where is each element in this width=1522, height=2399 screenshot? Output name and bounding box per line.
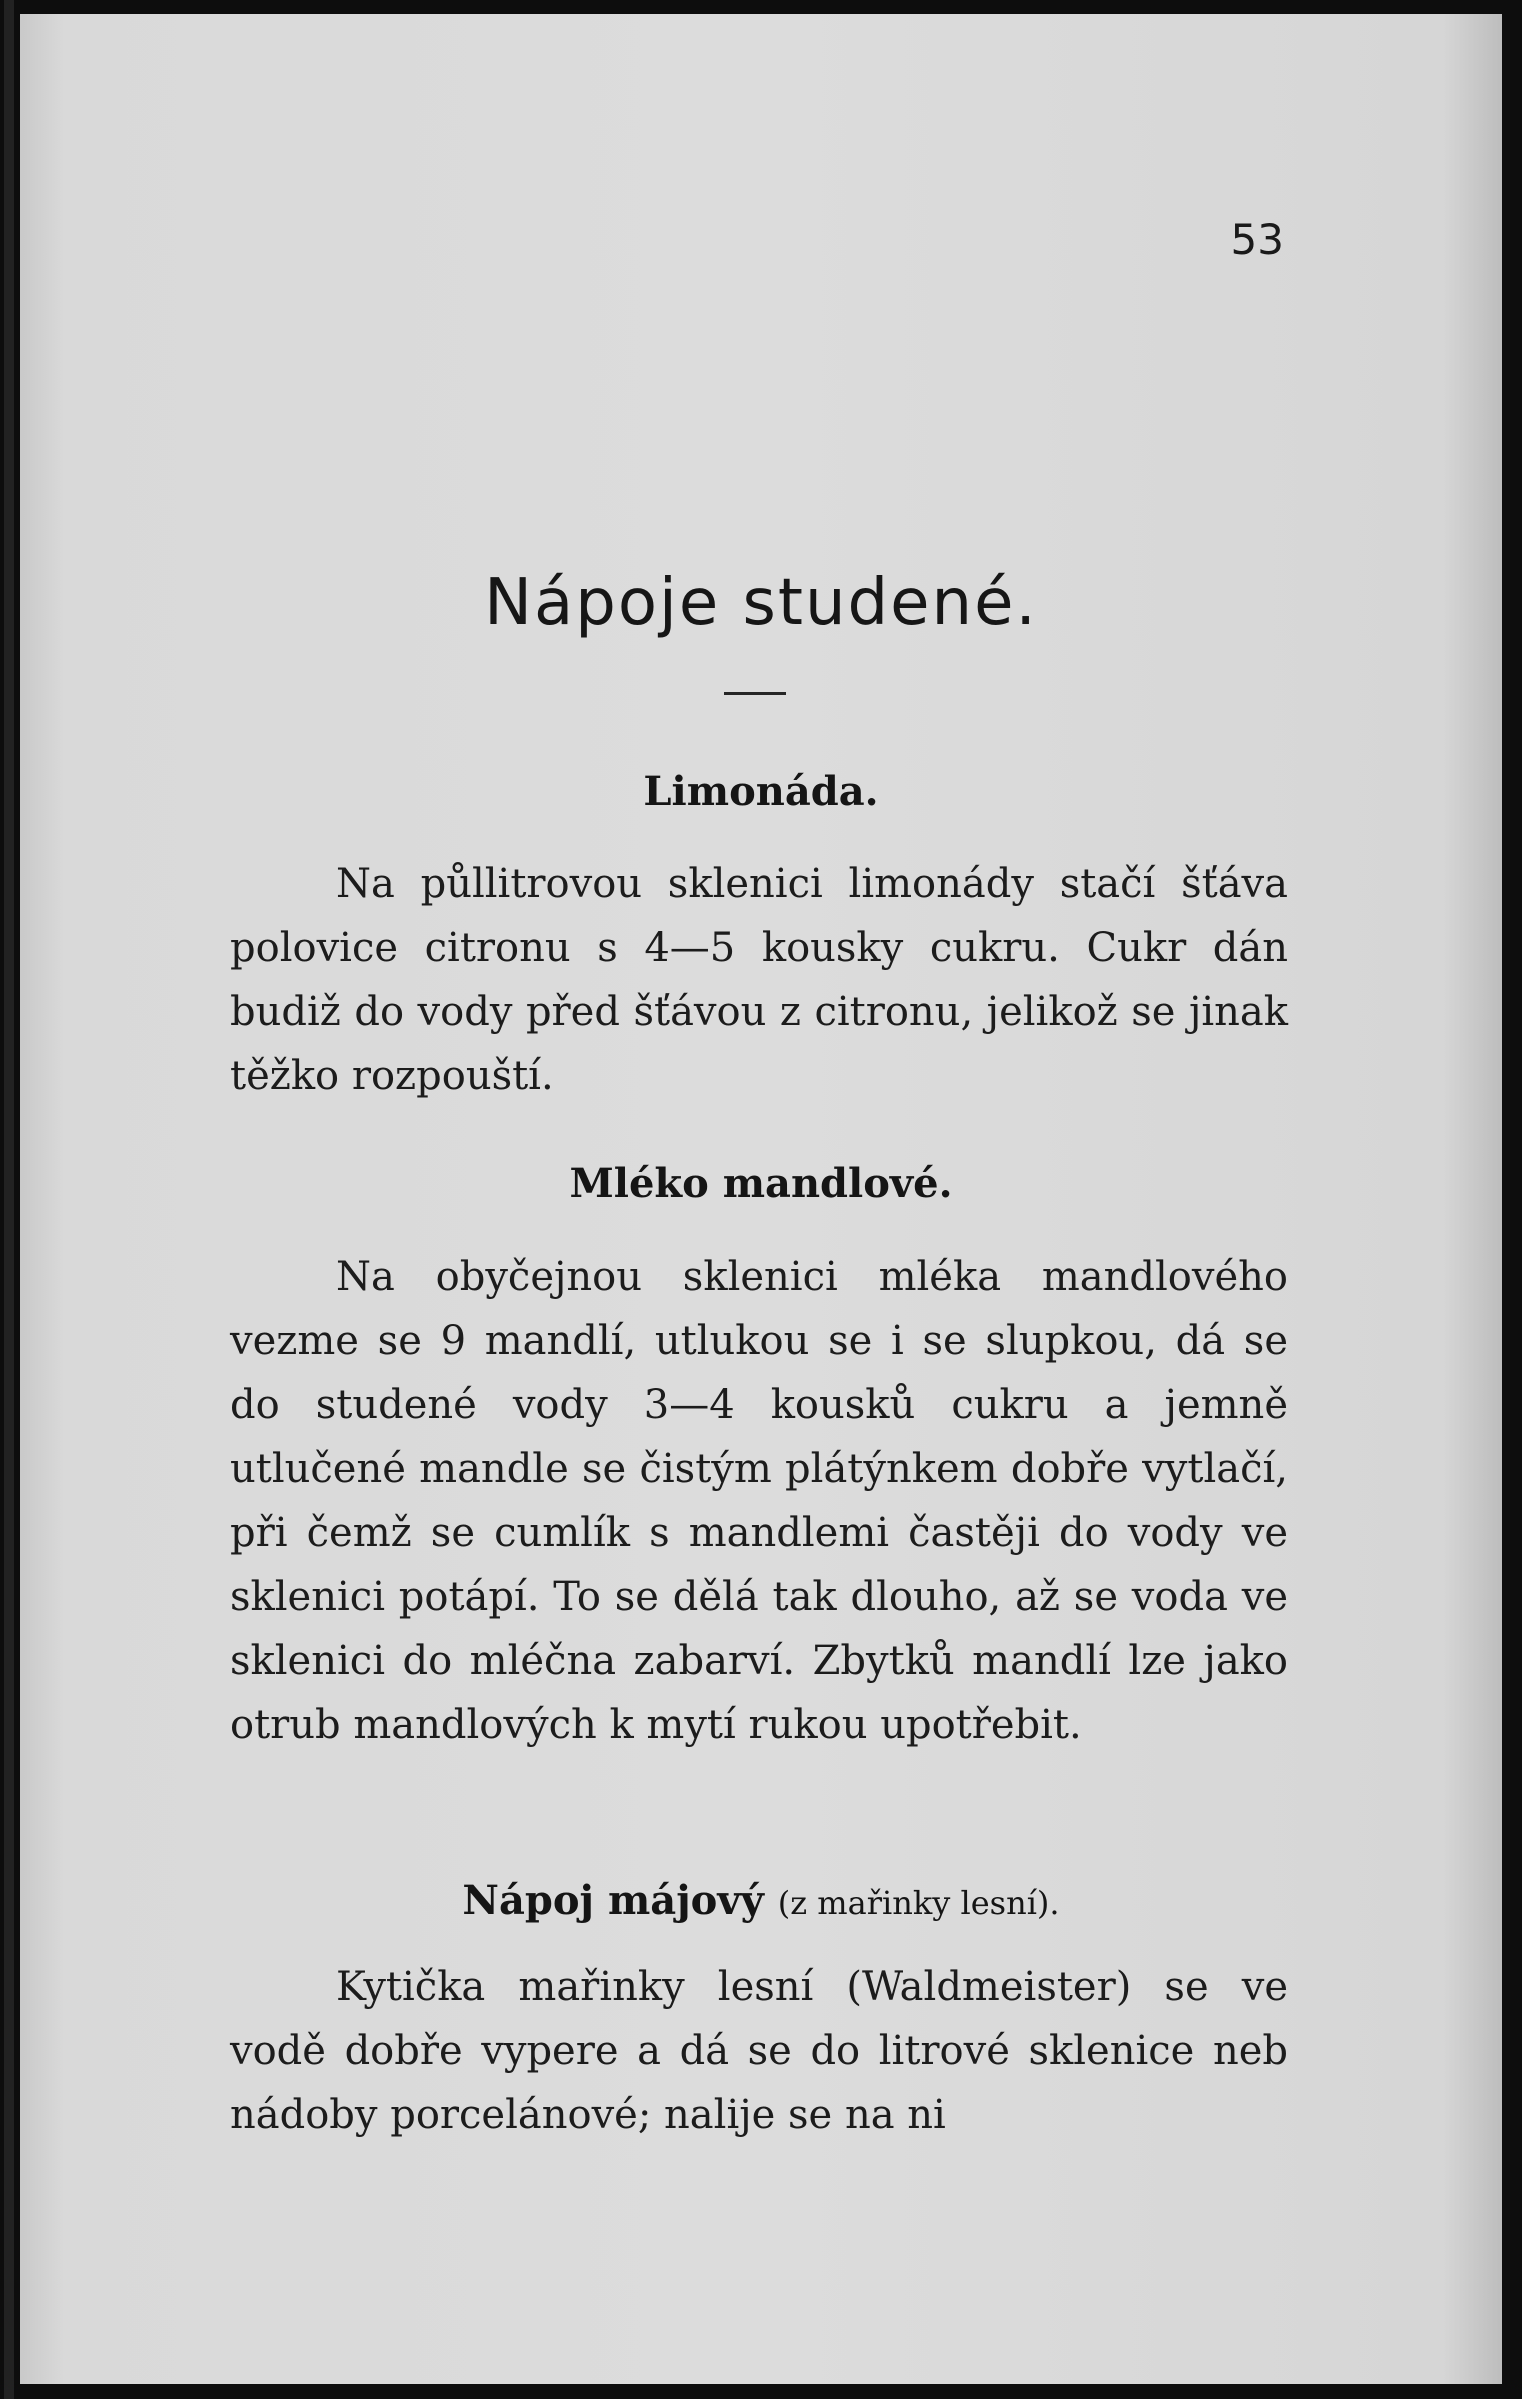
heading-note: (z mařinky lesní). <box>777 1884 1060 1922</box>
section-heading-napoj-majovy <box>0 1877 1522 1924</box>
chapter-title: Nápoje studené. <box>484 566 1038 640</box>
section-body-limonada <box>230 852 1288 1108</box>
section-body-mleko-mandlove <box>230 1245 1288 1757</box>
paragraph-mleko-mandlove: Na obyčejnou sklenici mléka mandlového vezme se 9 mandlí, utlukou se i se slupkou, dá se do studené vody 3—4 kousků cukru a jemně utlučené mandle se čistým plátýnkem dobře vytlačí, při čemž se cumlík s mandlemi častěji do vody ve sklenici potápí. To se dělá tak dlouho, až se voda ve sklenici do mléčna zabarví. Zbytků mandlí lze jako otrub mandlových k mytí rukou upotřebit. <box>230 1254 1288 1748</box>
section-heading-limonada: Limonáda. <box>643 768 879 815</box>
section-heading-mleko-mandlove: Mléko mandlové. <box>569 1160 953 1207</box>
heading-title: Nápoj májový <box>462 1877 764 1924</box>
paragraph-napoj-majovy: Kytička mařinky lesní (Waldmeister) se ve vodě dobře vypere a dá se do litrové sklenice neb nádoby porcelánové; nalije se na ni <box>230 1964 1288 2138</box>
section-body-napoj-majovy <box>230 1955 1288 2147</box>
page-number: 53 <box>1230 215 1284 264</box>
title-divider <box>724 692 786 695</box>
paragraph-limonada: Na půllitrovou sklenici limonády stačí šťáva polovice citronu s 4—5 kousky cukru. Cukr dán budiž do vody před šťávou z citronu, jelikož se jinak těžko rozpouští. <box>230 861 1288 1099</box>
